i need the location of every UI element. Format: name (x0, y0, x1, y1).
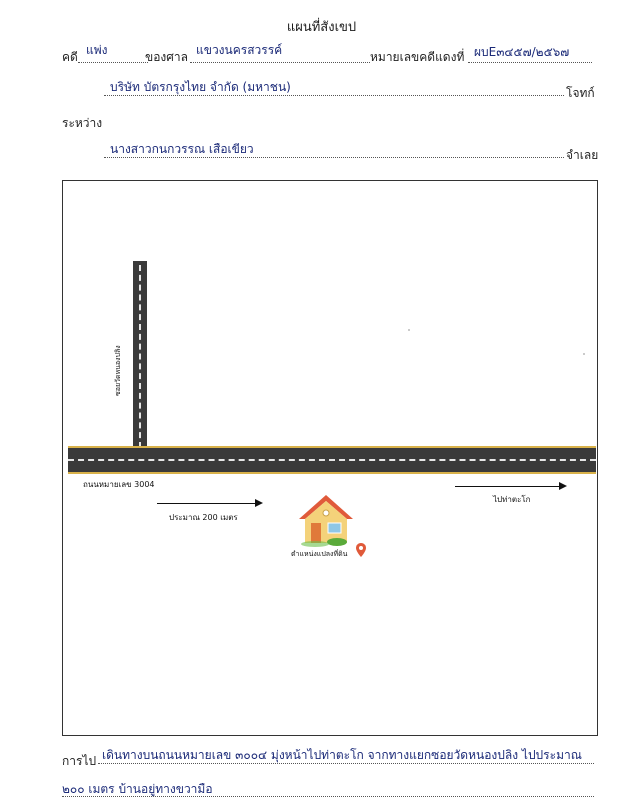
distance-arrow (157, 503, 261, 504)
red-case-number: ผบE๓๔๕๗/๒๕๖๗ (474, 45, 570, 59)
side-road (133, 261, 147, 448)
house-icon (297, 493, 355, 549)
directions-line-2: ๒๐๐ เมตร บ้านอยู่ทางขวามือ (62, 782, 213, 796)
scan-speck (583, 353, 585, 355)
defendant-name: นางสาวกนกวรรณ เสือเขียว (110, 142, 254, 156)
direction-label: ไปท่าตะโก (493, 495, 531, 504)
main-road (68, 446, 596, 474)
plaintiff-label: โจทก์ (566, 86, 595, 100)
scan-speck (408, 329, 410, 331)
place-label: ตำแหน่งแปลงที่ดิน (291, 550, 348, 558)
side-road-label: ซอยวัดหนองปลิง (114, 345, 122, 396)
plaintiff-line (104, 95, 564, 96)
main-road-label: ถนนหมายเลข 3004 (83, 480, 155, 489)
court-label: ของศาล (145, 50, 188, 64)
plaintiff-name: บริษัท บัตรกรุงไทย จำกัด (มหาชน) (110, 80, 291, 94)
directions-line-1: เดินทางบนถนนหมายเลข ๓๐๐๔ มุ่งหน้าไปท่าตะโก จากทางแยกซอยวัดหนองปลิง ไปประมาณ (102, 748, 582, 762)
red-case-line (468, 62, 592, 63)
case-label: คดี (62, 50, 78, 64)
directions-line-2-rule (62, 796, 594, 797)
location-pin-icon (356, 543, 366, 557)
direction-arrow (455, 486, 565, 487)
defendant-line (104, 157, 564, 158)
document-title: แผนที่สังเขป (286, 20, 357, 35)
directions-label: การไป (62, 754, 97, 768)
case-type-line (78, 62, 148, 63)
distance-label: ประมาณ 200 เมตร (169, 513, 238, 522)
case-type: แพ่ง (86, 43, 108, 57)
red-case-label: หมายเลขคดีแดงที่ (370, 50, 465, 64)
court-name: แขวงนครสวรรค์ (196, 43, 283, 57)
directions-line-1-rule (98, 763, 594, 764)
court-name-line (190, 62, 370, 63)
between-label: ระหว่าง (62, 116, 103, 130)
map-frame (62, 180, 598, 736)
defendant-label: จำเลย (566, 148, 599, 162)
